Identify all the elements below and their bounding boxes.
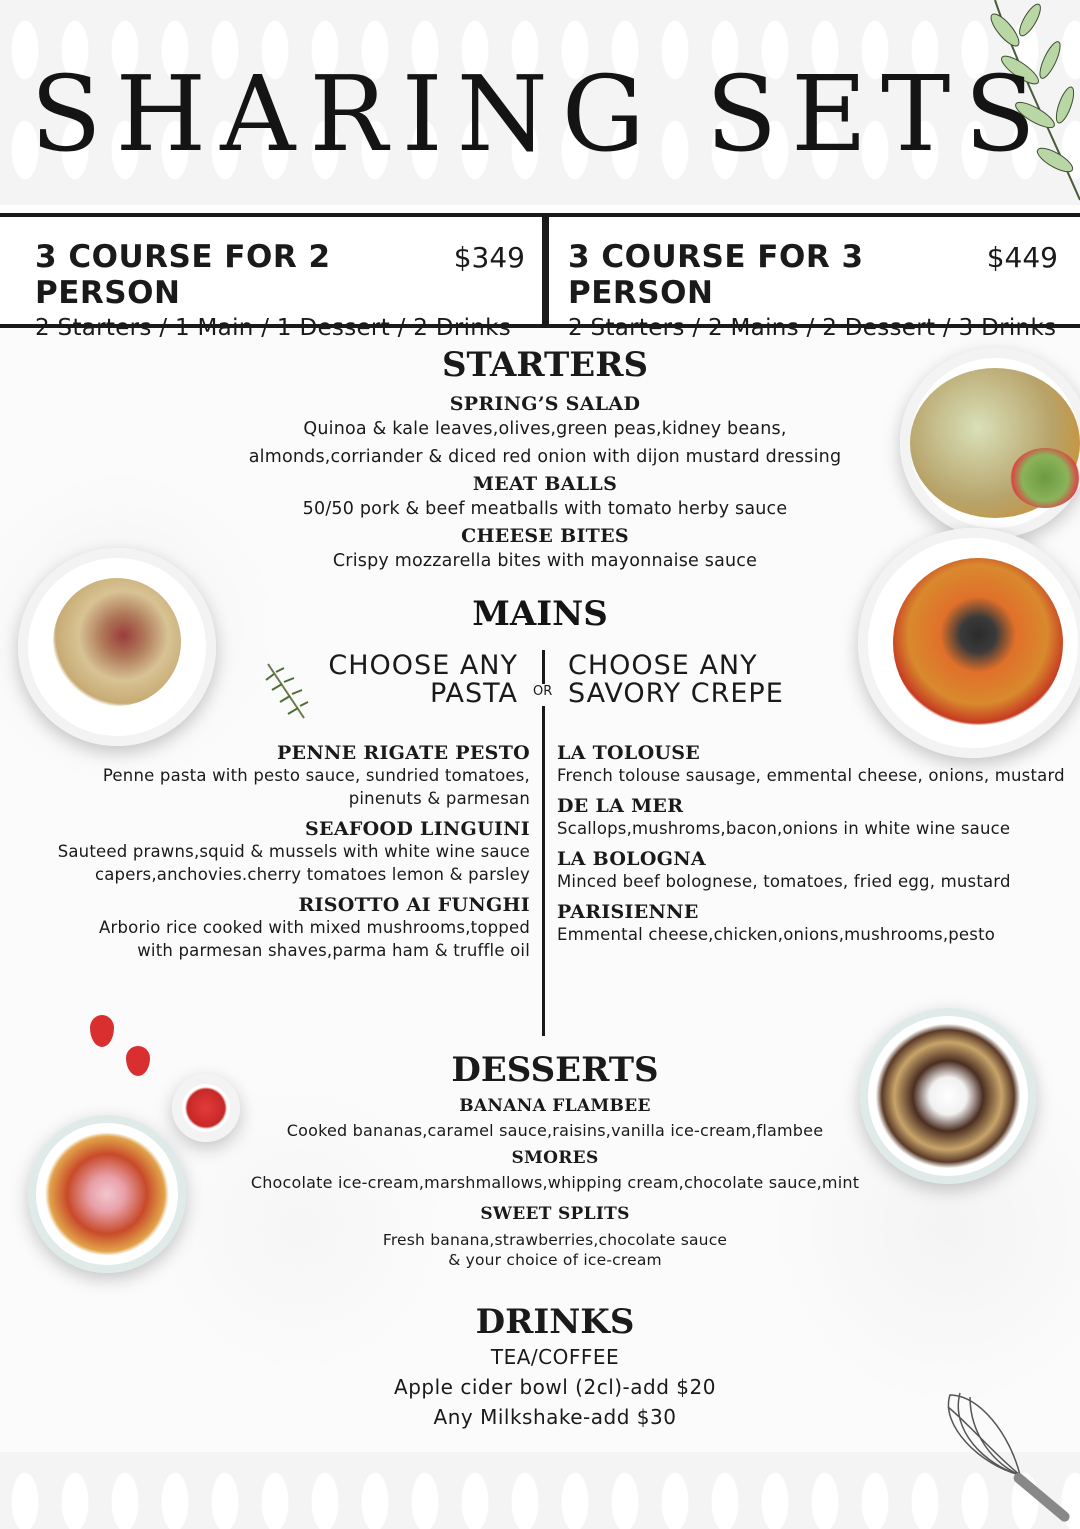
pasta-desc: with parmesan shaves,parma ham & truffle oil — [137, 941, 530, 960]
whisk-illustration — [940, 1385, 1080, 1529]
crepe-heading-line2: SAVORY CREPE — [568, 678, 784, 709]
desserts-section — [210, 1050, 900, 1270]
mains-title: MAINS — [472, 594, 608, 634]
crepe-desc: Scallops,mushroms,bacon,onions in white wine sauce — [557, 819, 1011, 838]
pasta-heading-line2: PASTA — [429, 678, 518, 709]
crepe-heading-line1: CHOOSE ANY — [568, 650, 758, 681]
dessert-desc: Cooked bananas,caramel sauce,raisins,vanilla ice-cream,flambee — [286, 1121, 824, 1140]
sets-divider — [542, 217, 549, 324]
pasta-desc: Penne pasta with pesto sauce, sundried tomatoes, — [102, 766, 530, 785]
sharing-sets-band — [0, 213, 1080, 341]
or-label: OR — [533, 684, 553, 699]
set-name: 3 COURSE FOR 2 PERSON — [35, 239, 331, 311]
crepe-heading — [568, 652, 784, 708]
drink-item: TEA/COFFEE — [490, 1345, 620, 1369]
savory-crepe-photo — [900, 348, 1080, 538]
dessert-name: SMORES — [511, 1148, 599, 1168]
starter-desc: 50/50 pork & beef meatballs with tomato herby sauce — [302, 499, 788, 519]
crepe-list — [557, 742, 1067, 953]
starter-name: CHEESE BITES — [461, 525, 629, 547]
crepe-name: LA BOLOGNA — [557, 848, 706, 870]
crepe-desc: Minced beef bolognese, tomatoes, fried egg, mustard — [557, 872, 1011, 891]
strawberry-crepe-photo — [28, 1115, 186, 1273]
drinks-title: DRINKS — [475, 1302, 635, 1342]
crepe-desc: Emmental cheese,chicken,onions,mushrooms,pesto — [557, 925, 996, 944]
risotto-photo — [18, 548, 216, 746]
dessert-desc: Fresh banana,strawberries,chocolate sauce — [382, 1231, 728, 1249]
starters-title: STARTERS — [441, 345, 649, 385]
desserts-title: DESSERTS — [451, 1050, 659, 1090]
dessert-desc: & your choice of ice-cream — [448, 1251, 662, 1269]
pasta-desc: Sauteed prawns,squid & mussels with white wine sauce — [57, 842, 530, 861]
pasta-desc: Arborio rice cooked with mixed mushrooms,topped — [99, 918, 530, 937]
crepe-name: PARISIENNE — [557, 901, 699, 923]
crepe-name: DE LA MER — [557, 795, 684, 817]
starter-name: MEAT BALLS — [472, 473, 618, 495]
mains-divider — [542, 706, 545, 1036]
set-detail: 2 Starters / 2 Mains / 2 Dessert / 3 Drinks — [568, 315, 1057, 341]
starters-section — [200, 345, 890, 575]
starter-desc: Crispy mozzarella bites with mayonnaise sauce — [332, 551, 758, 571]
crepe-name: LA TOLOUSE — [557, 742, 701, 764]
starter-desc: Quinoa & kale leaves,olives,green peas,kidney beans, — [303, 419, 787, 439]
drinks-section — [210, 1302, 900, 1432]
pasta-name: RISOTTO AI FUNGHI — [298, 894, 530, 916]
set-name: 3 COURSE FOR 3 PERSON — [568, 239, 864, 311]
dessert-desc: Chocolate ice-cream,marshmallows,whipping cream,chocolate sauce,mint — [250, 1173, 860, 1192]
page-title: SHARING SETS — [30, 53, 1050, 175]
mains-divider-top — [542, 650, 545, 684]
set-3-person — [568, 239, 1058, 341]
pasta-desc: capers,anchovies.cherry tomatoes lemon & parsley — [94, 865, 530, 884]
crepe-desc: French tolouse sausage, emmental cheese, onions, mustard — [557, 766, 1065, 785]
pasta-heading-line1: CHOOSE ANY — [328, 650, 518, 681]
rosemary-sprig — [262, 660, 310, 722]
pasta-list — [40, 742, 530, 962]
starter-name: SPRING’S SALAD — [449, 393, 641, 415]
pasta-name: PENNE RIGATE PESTO — [276, 742, 530, 764]
set-price: $349 — [453, 241, 525, 274]
set-price: $449 — [986, 241, 1058, 274]
set-detail: 2 Starters / 1 Main / 1 Dessert / 2 Drinks — [35, 315, 512, 341]
pasta-name: SEAFOOD LINGUINI — [305, 818, 530, 840]
drink-item: Any Milkshake-add $30 — [433, 1405, 677, 1429]
pasta-desc: pinenuts & parmesan — [348, 789, 530, 808]
starter-desc: almonds,corriander & diced red onion with dijon mustard dressing — [248, 447, 842, 467]
dessert-name: BANANA FLAMBEE — [459, 1096, 651, 1116]
bottom-pattern-band — [0, 1452, 1080, 1529]
dessert-name: SWEET SPLITS — [480, 1204, 630, 1224]
set-2-person — [35, 239, 525, 341]
drink-item: Apple cider bowl (2cl)-add $20 — [394, 1375, 716, 1399]
pasta-heading — [328, 652, 518, 708]
seafood-pasta-photo — [858, 528, 1080, 758]
